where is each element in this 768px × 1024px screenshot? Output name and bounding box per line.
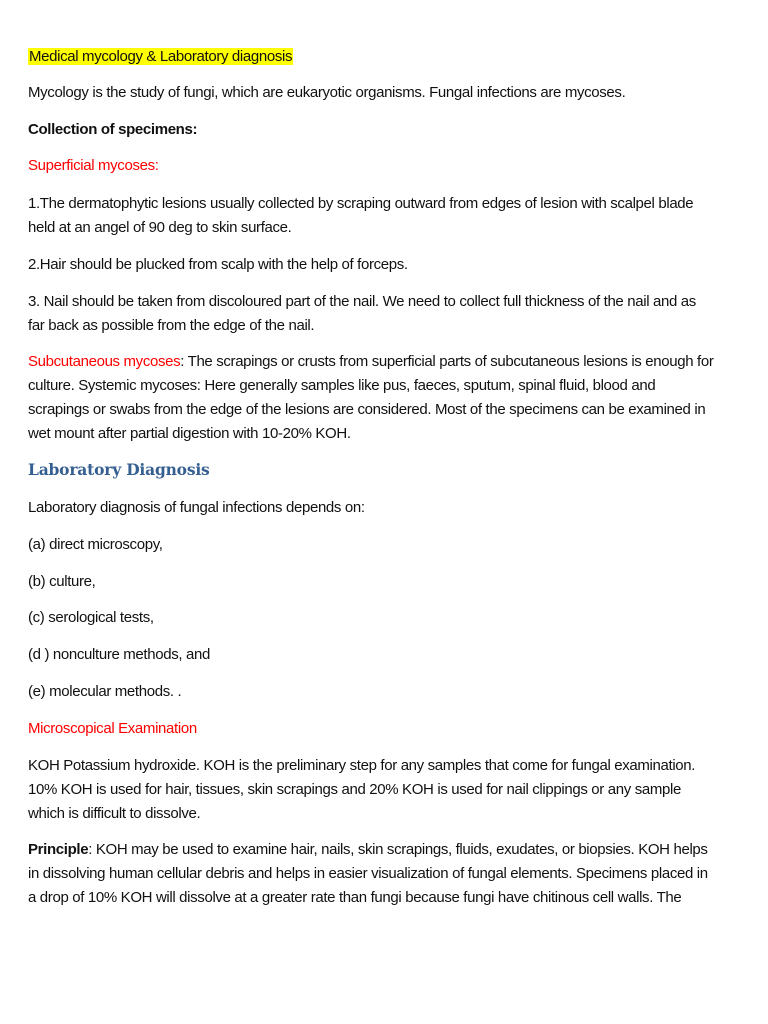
list-item-e: (e) molecular methods. . (28, 683, 182, 700)
title-highlight: Medical mycology & Laboratory diagnosis (29, 48, 293, 65)
koh-line2: 10% KOH is used for hair, tissues, skin scrapings and 20% KOH is used for nail clippings or any sample (28, 781, 681, 798)
subcutaneous-label: Subcutaneous mycoses (28, 353, 181, 370)
lab-intro: Laboratory diagnosis of fungal infections depends on: (28, 499, 365, 516)
principle-text: : KOH may be used to examine hair, nails, skin scrapings, fluids, exudates, or biopsies. KOH helps (88, 841, 708, 858)
microscopical-heading: Microscopical Examination (28, 720, 197, 737)
subcutaneous-text: : The scrapings or crusts from superficial parts of subcutaneous lesions is enough for (180, 353, 714, 370)
principle-line2: in dissolving human cellular debris and helps in easier visualization of fungal elements. Specimens placed in (28, 865, 708, 882)
superficial-heading: Superficial mycoses: (28, 157, 159, 174)
lab-diagnosis-heading: Laboratory Diagnosis (28, 460, 210, 479)
list-item-b: (b) culture, (28, 573, 96, 590)
list-item-a: (a) direct microscopy, (28, 536, 163, 553)
list-item-d: (d ) nonculture methods, and (28, 646, 210, 663)
koh-line3: which is difficult to dissolve. (28, 805, 201, 822)
collection-heading: Collection of specimens: (28, 121, 198, 138)
koh-line1: KOH Potassium hydroxide. KOH is the preliminary step for any samples that come for fungal examination. (28, 757, 696, 774)
subcutaneous-line3: scrapings or swabs from the edge of the lesions are considered. Most of the specimens can be examined in (28, 401, 706, 418)
subcutaneous-line4: wet mount after partial digestion with 10-20% KOH. (28, 425, 351, 442)
item3-line2: far back as possible from the edge of the nail. (28, 317, 315, 334)
intro-paragraph: Mycology is the study of fungi, which are eukaryotic organisms. Fungal infections are mycoses. (28, 84, 626, 101)
principle-line1 (28, 841, 708, 859)
principle-label: Principle (28, 841, 89, 858)
item3-line1: 3. Nail should be taken from discoloured part of the nail. We need to collect full thickness of the nail and as (28, 293, 696, 310)
subcutaneous-line1 (28, 353, 714, 371)
item1-line1: 1.The dermatophytic lesions usually collected by scraping outward from edges of lesion with scalpel blade (28, 195, 694, 212)
document-title (28, 48, 293, 66)
list-item-c: (c) serological tests, (28, 609, 154, 626)
principle-line3: a drop of 10% KOH will dissolve at a greater rate than fungi because fungi have chitinous cell walls. The (28, 889, 682, 906)
item1-line2: held at an angel of 90 deg to skin surface. (28, 219, 292, 236)
subcutaneous-line2: culture. Systemic mycoses: Here generally samples like pus, faeces, sputum, spinal fluid, blood and (28, 377, 656, 394)
item2-paragraph: 2.Hair should be plucked from scalp with the help of forceps. (28, 256, 408, 273)
